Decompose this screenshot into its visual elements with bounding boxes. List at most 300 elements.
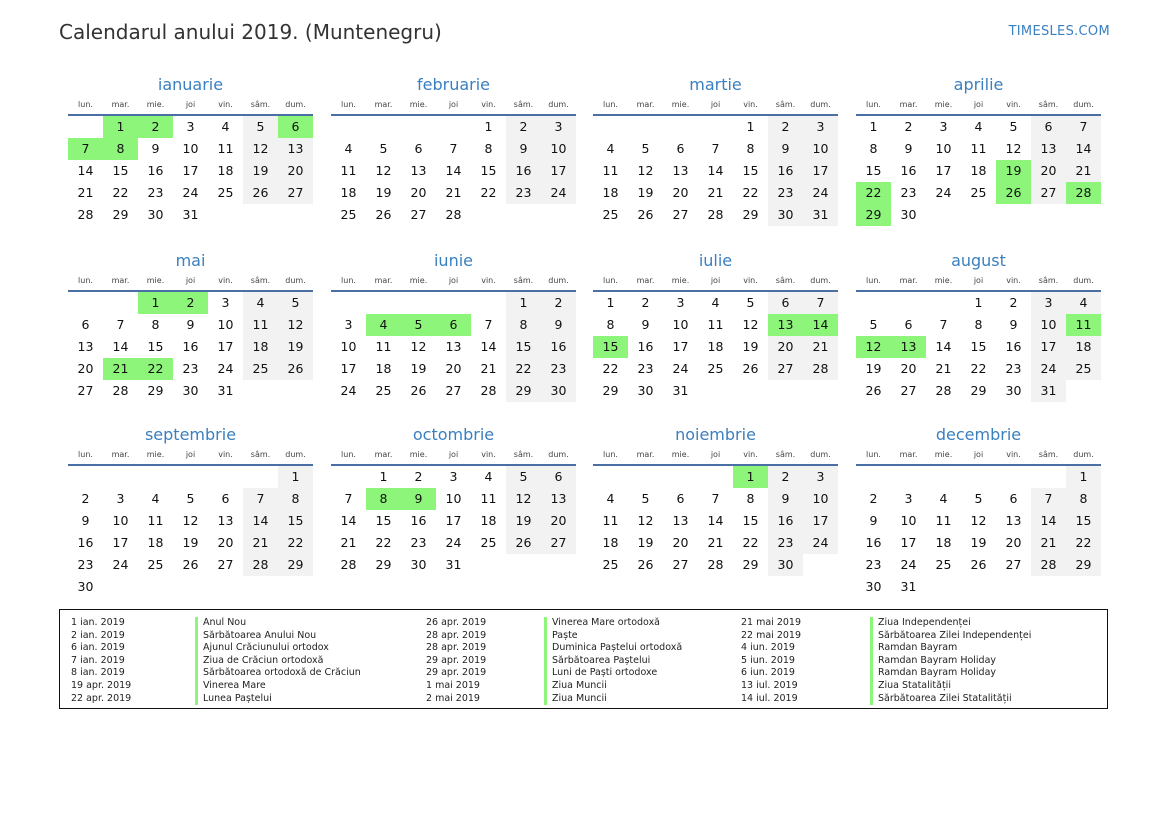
day-cell: 23 bbox=[768, 182, 803, 204]
day-cell: 18 bbox=[340, 185, 357, 200]
day-cell: 6 bbox=[676, 491, 685, 506]
day-cell: 12 bbox=[278, 314, 313, 336]
weekday-label: vin. bbox=[743, 450, 758, 459]
day-cell: 4 bbox=[606, 491, 615, 506]
day-cell: 15 bbox=[480, 163, 497, 178]
day-cell: 2 bbox=[768, 466, 803, 488]
month-februarie bbox=[331, 75, 576, 226]
day-cell: 13 bbox=[77, 339, 94, 354]
day-grid bbox=[331, 292, 576, 402]
day-cell: 6 bbox=[221, 491, 230, 506]
day-cell: 15 bbox=[147, 339, 164, 354]
weekday-header bbox=[593, 449, 838, 466]
day-cell: 25 bbox=[1066, 358, 1101, 380]
weekday-header bbox=[856, 99, 1101, 116]
day-cell: 27 bbox=[768, 358, 803, 380]
day-cell: 29 bbox=[375, 557, 392, 572]
weekday-label: joi bbox=[448, 100, 459, 109]
day-cell: 11 bbox=[340, 163, 357, 178]
day-cell: 26 bbox=[278, 358, 313, 380]
empty-cell bbox=[663, 116, 698, 138]
day-cell: 31 bbox=[217, 383, 234, 398]
legend-holiday-name: Paște bbox=[544, 630, 682, 643]
day-cell: 8 bbox=[506, 314, 541, 336]
day-cell: 29 bbox=[506, 380, 541, 402]
day-cell: 27 bbox=[672, 207, 689, 222]
weekday-label: mie. bbox=[934, 450, 953, 459]
day-cell: 22 bbox=[742, 535, 759, 550]
day-cell: 22 bbox=[506, 358, 541, 380]
day-cell: 11 bbox=[602, 163, 619, 178]
empty-cell bbox=[628, 466, 663, 488]
day-cell: 25 bbox=[217, 185, 234, 200]
day-cell: 4 bbox=[1066, 292, 1101, 314]
empty-cell bbox=[68, 292, 103, 314]
day-cell: 28 bbox=[803, 358, 838, 380]
empty-cell bbox=[366, 116, 401, 138]
weekday-label: joi bbox=[710, 100, 721, 109]
holiday-day-cell: 8 bbox=[366, 488, 401, 510]
day-cell: 6 bbox=[1031, 116, 1066, 138]
day-cell: 17 bbox=[672, 339, 689, 354]
holiday-day-cell: 6 bbox=[278, 116, 313, 138]
day-cell: 31 bbox=[900, 579, 917, 594]
holiday-day-cell: 2 bbox=[138, 116, 173, 138]
holiday-day-cell: 15 bbox=[593, 336, 628, 358]
month-name: ianuarie bbox=[157, 75, 224, 94]
month-septembrie bbox=[68, 425, 313, 598]
day-cell: 20 bbox=[768, 336, 803, 358]
month-noiembrie bbox=[593, 425, 838, 576]
day-cell: 17 bbox=[900, 535, 917, 550]
day-cell: 19 bbox=[243, 160, 278, 182]
weekday-label: mie. bbox=[146, 276, 165, 285]
day-cell: 16 bbox=[768, 510, 803, 532]
day-cell: 29 bbox=[278, 554, 313, 576]
holiday-day-cell: 2 bbox=[173, 292, 208, 314]
day-cell: 15 bbox=[375, 513, 392, 528]
month-iunie bbox=[331, 251, 576, 402]
day-cell: 30 bbox=[410, 557, 427, 572]
day-cell: 3 bbox=[676, 295, 685, 310]
day-cell: 25 bbox=[935, 557, 952, 572]
month-ianuarie bbox=[68, 75, 313, 226]
day-cell: 5 bbox=[379, 141, 388, 156]
holiday-day-cell: 28 bbox=[1066, 182, 1101, 204]
day-cell: 20 bbox=[445, 361, 462, 376]
day-cell: 1 bbox=[484, 119, 493, 134]
day-cell: 25 bbox=[375, 383, 392, 398]
month-august bbox=[856, 251, 1101, 402]
day-cell: 3 bbox=[449, 469, 458, 484]
holiday-day-cell: 12 bbox=[856, 336, 891, 358]
day-cell: 18 bbox=[602, 185, 619, 200]
day-cell: 16 bbox=[506, 160, 541, 182]
day-cell: 12 bbox=[637, 163, 654, 178]
day-cell: 2 bbox=[414, 469, 423, 484]
legend-holiday-name: Ziua Statalității bbox=[870, 680, 1031, 693]
legend-date: 13 iul. 2019 bbox=[741, 679, 798, 691]
weekday-label: dum. bbox=[1073, 450, 1094, 459]
weekday-label: vin. bbox=[218, 450, 233, 459]
weekday-label: dum. bbox=[1073, 276, 1094, 285]
day-cell: 26 bbox=[410, 383, 427, 398]
day-cell: 24 bbox=[445, 535, 462, 550]
day-cell: 30 bbox=[768, 204, 803, 226]
day-cell: 26 bbox=[865, 383, 882, 398]
day-cell: 14 bbox=[77, 163, 94, 178]
holiday-day-cell: 9 bbox=[401, 488, 436, 510]
day-cell: 21 bbox=[480, 361, 497, 376]
day-cell: 3 bbox=[1031, 292, 1066, 314]
day-cell: 15 bbox=[1066, 510, 1101, 532]
weekday-label: dum. bbox=[548, 100, 569, 109]
legend-holiday-name: Sărbătoarea ortodoxă de Crăciun bbox=[195, 667, 361, 680]
weekday-label: mie. bbox=[409, 100, 428, 109]
holiday-day-cell: 22 bbox=[856, 182, 891, 204]
day-cell: 16 bbox=[77, 535, 94, 550]
day-cell: 4 bbox=[243, 292, 278, 314]
day-cell: 2 bbox=[641, 295, 650, 310]
day-cell: 31 bbox=[182, 207, 199, 222]
day-cell: 9 bbox=[541, 314, 576, 336]
day-cell: 29 bbox=[742, 207, 759, 222]
day-cell: 26 bbox=[375, 207, 392, 222]
empty-cell bbox=[471, 292, 506, 314]
legend-date: 2 ian. 2019 bbox=[71, 629, 125, 641]
day-cell: 31 bbox=[1031, 380, 1066, 402]
empty-cell bbox=[628, 116, 663, 138]
day-cell: 6 bbox=[768, 292, 803, 314]
day-cell: 15 bbox=[865, 163, 882, 178]
day-cell: 10 bbox=[112, 513, 129, 528]
day-cell: 27 bbox=[217, 557, 234, 572]
day-cell: 12 bbox=[243, 138, 278, 160]
day-cell: 24 bbox=[900, 557, 917, 572]
day-cell: 15 bbox=[506, 336, 541, 358]
day-cell: 25 bbox=[602, 557, 619, 572]
weekday-label: mar. bbox=[374, 100, 393, 109]
legend-date: 6 iun. 2019 bbox=[741, 667, 795, 679]
day-cell: 22 bbox=[112, 185, 129, 200]
day-cell: 13 bbox=[410, 163, 427, 178]
day-cell: 14 bbox=[707, 513, 724, 528]
day-cell: 4 bbox=[344, 141, 353, 156]
day-cell: 27 bbox=[278, 182, 313, 204]
empty-cell bbox=[1031, 466, 1066, 488]
day-cell: 29 bbox=[742, 557, 759, 572]
day-cell: 18 bbox=[707, 339, 724, 354]
weekday-label: vin. bbox=[1006, 276, 1021, 285]
weekday-label: vin. bbox=[481, 450, 496, 459]
day-cell: 25 bbox=[147, 557, 164, 572]
empty-cell bbox=[593, 466, 628, 488]
day-cell: 27 bbox=[77, 383, 94, 398]
day-cell: 23 bbox=[865, 557, 882, 572]
weekday-label: mar. bbox=[899, 276, 918, 285]
legend-holiday-name: Anul Nou bbox=[195, 617, 361, 630]
holiday-day-cell: 1 bbox=[138, 292, 173, 314]
empty-cell bbox=[996, 466, 1031, 488]
day-cell: 7 bbox=[1031, 488, 1066, 510]
day-cell: 10 bbox=[340, 339, 357, 354]
day-cell: 28 bbox=[935, 383, 952, 398]
day-cell: 19 bbox=[410, 361, 427, 376]
month-martie bbox=[593, 75, 838, 226]
legend-date: 8 ian. 2019 bbox=[71, 667, 125, 679]
day-cell: 22 bbox=[278, 532, 313, 554]
empty-cell bbox=[366, 292, 401, 314]
day-cell: 22 bbox=[1066, 532, 1101, 554]
weekday-label: joi bbox=[185, 100, 196, 109]
empty-cell bbox=[926, 292, 961, 314]
day-cell: 10 bbox=[217, 317, 234, 332]
weekday-label: mie. bbox=[146, 100, 165, 109]
day-cell: 4 bbox=[974, 119, 983, 134]
day-cell: 14 bbox=[707, 163, 724, 178]
weekday-label: mar. bbox=[636, 450, 655, 459]
weekday-label: sâm. bbox=[775, 450, 796, 459]
day-cell: 7 bbox=[711, 491, 720, 506]
weekday-header bbox=[856, 449, 1101, 466]
day-cell: 1 bbox=[974, 295, 983, 310]
day-grid bbox=[856, 466, 1101, 598]
day-cell: 2 bbox=[768, 116, 803, 138]
weekday-label: lun. bbox=[78, 100, 93, 109]
weekday-header bbox=[593, 275, 838, 292]
day-cell: 21 bbox=[445, 185, 462, 200]
weekday-label: vin. bbox=[743, 276, 758, 285]
empty-cell bbox=[663, 466, 698, 488]
weekday-label: joi bbox=[973, 100, 984, 109]
day-cell: 19 bbox=[637, 535, 654, 550]
day-cell: 9 bbox=[641, 317, 650, 332]
day-cell: 9 bbox=[768, 138, 803, 160]
weekday-label: dum. bbox=[548, 450, 569, 459]
day-cell: 18 bbox=[375, 361, 392, 376]
day-cell: 1 bbox=[379, 469, 388, 484]
weekday-label: vin. bbox=[481, 276, 496, 285]
weekday-label: lun. bbox=[866, 100, 881, 109]
day-cell: 26 bbox=[970, 557, 987, 572]
day-cell: 3 bbox=[541, 116, 576, 138]
day-cell: 17 bbox=[217, 339, 234, 354]
weekday-label: joi bbox=[710, 450, 721, 459]
empty-cell bbox=[208, 466, 243, 488]
day-cell: 17 bbox=[935, 163, 952, 178]
day-cell: 13 bbox=[445, 339, 462, 354]
month-name: iulie bbox=[698, 251, 733, 270]
weekday-label: mar. bbox=[374, 450, 393, 459]
day-cell: 16 bbox=[182, 339, 199, 354]
weekday-label: mie. bbox=[671, 100, 690, 109]
weekday-label: lun. bbox=[78, 276, 93, 285]
weekday-label: joi bbox=[448, 450, 459, 459]
day-cell: 20 bbox=[278, 160, 313, 182]
empty-cell bbox=[891, 466, 926, 488]
day-grid bbox=[331, 466, 576, 576]
day-cell: 9 bbox=[904, 141, 913, 156]
day-cell: 6 bbox=[676, 141, 685, 156]
weekday-label: lun. bbox=[78, 450, 93, 459]
day-cell: 13 bbox=[672, 513, 689, 528]
weekday-label: vin. bbox=[1006, 450, 1021, 459]
day-cell: 28 bbox=[112, 383, 129, 398]
weekday-label: sâm. bbox=[1038, 100, 1059, 109]
empty-cell bbox=[138, 466, 173, 488]
day-cell: 18 bbox=[602, 535, 619, 550]
day-cell: 11 bbox=[480, 491, 497, 506]
day-cell: 17 bbox=[803, 510, 838, 532]
day-cell: 16 bbox=[768, 160, 803, 182]
legend-date: 1 ian. 2019 bbox=[71, 617, 125, 628]
day-cell: 21 bbox=[340, 535, 357, 550]
day-cell: 7 bbox=[939, 317, 948, 332]
day-cell: 11 bbox=[243, 314, 278, 336]
holiday-day-cell: 19 bbox=[996, 160, 1031, 182]
day-cell: 22 bbox=[480, 185, 497, 200]
day-cell: 20 bbox=[77, 361, 94, 376]
day-cell: 2 bbox=[1009, 295, 1018, 310]
day-cell: 8 bbox=[151, 317, 160, 332]
day-cell: 16 bbox=[147, 163, 164, 178]
day-cell: 8 bbox=[278, 488, 313, 510]
day-cell: 30 bbox=[637, 383, 654, 398]
legend-date: 21 mai 2019 bbox=[741, 617, 802, 628]
day-cell: 23 bbox=[147, 185, 164, 200]
month-iulie bbox=[593, 251, 838, 402]
day-cell: 24 bbox=[803, 182, 838, 204]
day-cell: 27 bbox=[445, 383, 462, 398]
weekday-label: dum. bbox=[548, 276, 569, 285]
day-cell: 2 bbox=[81, 491, 90, 506]
weekday-label: joi bbox=[448, 276, 459, 285]
day-cell: 16 bbox=[410, 513, 427, 528]
brand-link[interactable]: TIMESLES.COM bbox=[1008, 24, 1110, 39]
day-cell: 25 bbox=[340, 207, 357, 222]
day-cell: 10 bbox=[182, 141, 199, 156]
day-cell: 25 bbox=[243, 358, 278, 380]
day-cell: 19 bbox=[506, 510, 541, 532]
day-cell: 19 bbox=[865, 361, 882, 376]
day-cell: 14 bbox=[112, 339, 129, 354]
day-cell: 23 bbox=[410, 535, 427, 550]
day-cell: 9 bbox=[186, 317, 195, 332]
month-aprilie bbox=[856, 75, 1101, 226]
day-cell: 19 bbox=[375, 185, 392, 200]
day-cell: 22 bbox=[602, 361, 619, 376]
legend-holiday-name: Sărbătoarea Zilei Independenței bbox=[870, 630, 1031, 643]
day-cell: 19 bbox=[637, 185, 654, 200]
day-cell: 11 bbox=[375, 339, 392, 354]
day-cell: 29 bbox=[1066, 554, 1101, 576]
month-name: noiembrie bbox=[675, 425, 756, 444]
day-cell: 26 bbox=[637, 557, 654, 572]
weekday-label: mie. bbox=[671, 450, 690, 459]
month-name: iunie bbox=[433, 251, 473, 270]
legend-names-col-1 bbox=[195, 617, 361, 705]
day-cell: 3 bbox=[221, 295, 230, 310]
weekday-label: dum. bbox=[285, 100, 306, 109]
day-cell: 30 bbox=[147, 207, 164, 222]
day-cell: 15 bbox=[970, 339, 987, 354]
weekday-label: vin. bbox=[218, 100, 233, 109]
holiday-day-cell: 5 bbox=[401, 314, 436, 336]
month-name: aprilie bbox=[953, 75, 1004, 94]
weekday-label: dum. bbox=[285, 276, 306, 285]
legend-date: 1 mai 2019 bbox=[426, 679, 480, 691]
day-cell: 24 bbox=[217, 361, 234, 376]
empty-cell bbox=[331, 292, 366, 314]
legend-holiday-name: Ziua Independenței bbox=[870, 617, 1031, 630]
weekday-label: mar. bbox=[111, 100, 130, 109]
legend-date: 14 iul. 2019 bbox=[741, 692, 798, 704]
day-cell: 10 bbox=[541, 138, 576, 160]
day-cell: 19 bbox=[970, 535, 987, 550]
day-cell: 23 bbox=[77, 557, 94, 572]
day-cell: 30 bbox=[77, 579, 94, 594]
day-cell: 10 bbox=[935, 141, 952, 156]
weekday-header bbox=[331, 275, 576, 292]
day-cell: 2 bbox=[869, 491, 878, 506]
weekday-header bbox=[68, 449, 313, 466]
day-cell: 30 bbox=[900, 207, 917, 222]
empty-cell bbox=[103, 466, 138, 488]
weekday-label: lun. bbox=[866, 450, 881, 459]
legend-dates-col-1 bbox=[71, 617, 131, 705]
day-cell: 24 bbox=[340, 383, 357, 398]
day-cell: 15 bbox=[742, 513, 759, 528]
legend-holiday-name: Ziua Muncii bbox=[544, 680, 682, 693]
day-cell: 24 bbox=[541, 182, 576, 204]
weekday-label: sâm. bbox=[513, 276, 534, 285]
holiday-day-cell: 8 bbox=[103, 138, 138, 160]
weekday-label: joi bbox=[710, 276, 721, 285]
weekday-label: mie. bbox=[934, 276, 953, 285]
day-cell: 1 bbox=[746, 119, 755, 134]
day-cell: 14 bbox=[935, 339, 952, 354]
day-cell: 12 bbox=[375, 163, 392, 178]
day-cell: 13 bbox=[1031, 138, 1066, 160]
day-cell: 25 bbox=[970, 185, 987, 200]
holiday-day-cell: 6 bbox=[436, 314, 471, 336]
month-name: octombrie bbox=[412, 425, 495, 444]
day-cell: 20 bbox=[1005, 535, 1022, 550]
empty-cell bbox=[698, 116, 733, 138]
day-cell: 19 bbox=[742, 339, 759, 354]
day-cell: 24 bbox=[803, 532, 838, 554]
day-cell: 7 bbox=[1066, 116, 1101, 138]
day-cell: 5 bbox=[974, 491, 983, 506]
empty-cell bbox=[926, 466, 961, 488]
day-cell: 8 bbox=[746, 141, 755, 156]
day-cell: 20 bbox=[672, 185, 689, 200]
legend-date: 22 mai 2019 bbox=[741, 629, 802, 641]
day-cell: 23 bbox=[637, 361, 654, 376]
weekday-label: mar. bbox=[899, 100, 918, 109]
day-cell: 22 bbox=[970, 361, 987, 376]
day-cell: 17 bbox=[541, 160, 576, 182]
day-cell: 2 bbox=[541, 292, 576, 314]
day-cell: 28 bbox=[77, 207, 94, 222]
legend-holiday-name: Sărbătoarea Zilei Statalității bbox=[870, 693, 1031, 706]
day-cell: 27 bbox=[410, 207, 427, 222]
legend-date: 26 apr. 2019 bbox=[426, 617, 487, 628]
day-cell: 20 bbox=[672, 535, 689, 550]
day-cell: 18 bbox=[147, 535, 164, 550]
weekday-label: lun. bbox=[341, 450, 356, 459]
day-cell: 7 bbox=[116, 317, 125, 332]
